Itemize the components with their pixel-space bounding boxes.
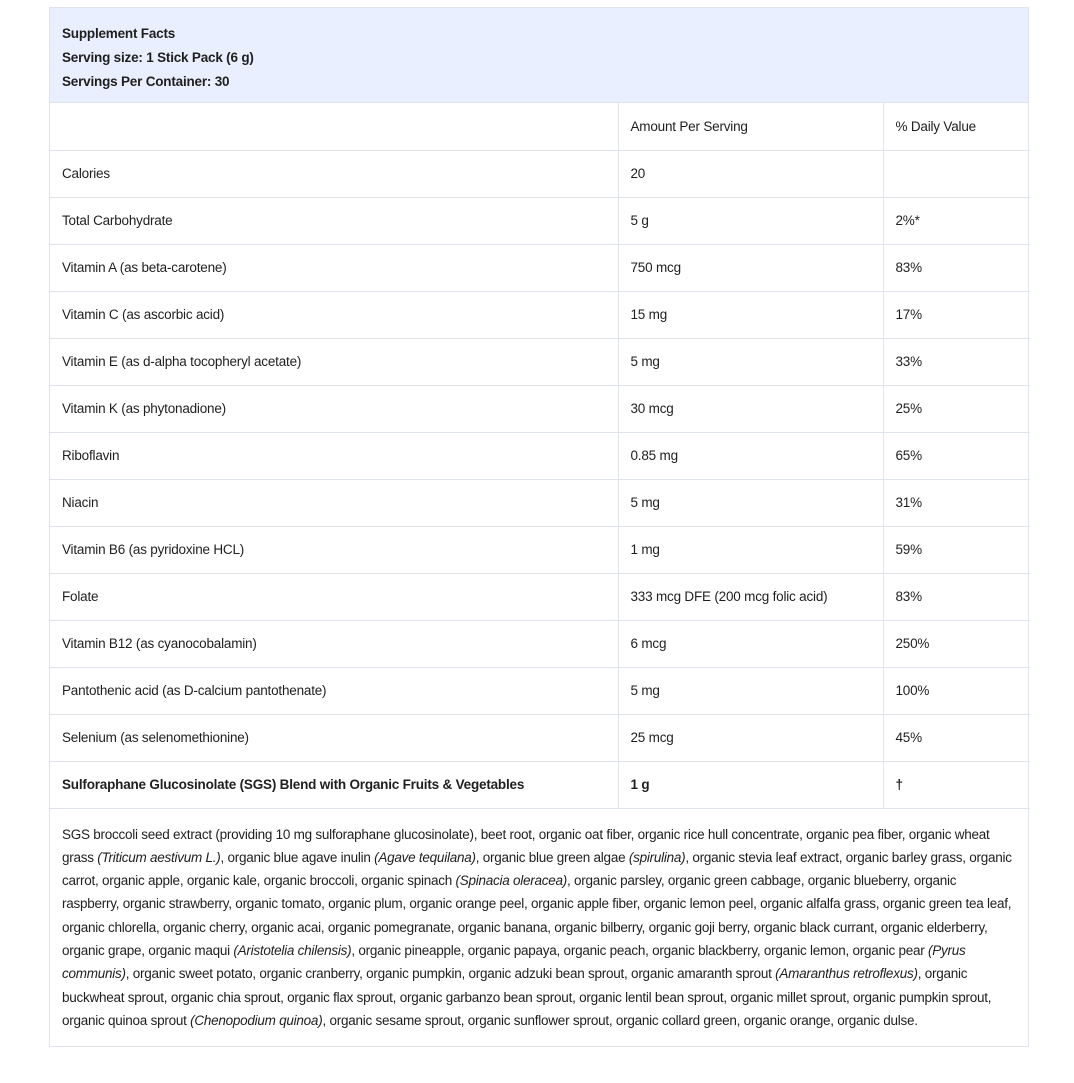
supplement-facts-panel <box>49 7 1029 1047</box>
nutrient-name: Niacin <box>50 479 618 526</box>
table-row <box>50 150 1030 197</box>
amount-per-serving: 1 g <box>618 761 883 808</box>
nutrient-name: Vitamin K (as phytonadione) <box>50 385 618 432</box>
daily-value: 83% <box>883 573 1030 620</box>
daily-value: 2%* <box>883 197 1030 244</box>
column-header-nutrient <box>50 103 618 150</box>
daily-value: 17% <box>883 291 1030 338</box>
ingredient-text: , organic buckwheat sprout, organic chia sprout, organic flax sprout, organic garbanzo bean sprout, organic lentil bean sprout, organic millet sprout, organic pumpkin sprout, organic quinoa sprout <box>62 966 992 1028</box>
table-row <box>50 667 1030 714</box>
nutrient-name: Sulforaphane Glucosinolate (SGS) Blend with Organic Fruits & Vegetables <box>50 761 618 808</box>
amount-per-serving: 6 mcg <box>618 620 883 667</box>
daily-value: 25% <box>883 385 1030 432</box>
daily-value: 65% <box>883 432 1030 479</box>
nutrient-name: Vitamin B6 (as pyridoxine HCL) <box>50 526 618 573</box>
table-row <box>50 432 1030 479</box>
amount-per-serving: 5 mg <box>618 479 883 526</box>
ingredient-latin-name: (Triticum aestivum L.) <box>97 849 221 865</box>
daily-value: 31% <box>883 479 1030 526</box>
amount-per-serving: 1 mg <box>618 526 883 573</box>
amount-per-serving: 5 mg <box>618 667 883 714</box>
blend-row <box>50 761 1030 808</box>
amount-per-serving: 20 <box>618 150 883 197</box>
nutrient-name: Riboflavin <box>50 432 618 479</box>
amount-per-serving: 25 mcg <box>618 714 883 761</box>
nutrient-table <box>50 103 1030 809</box>
ingredient-text: , organic sweet potato, organic cranberry, organic pumpkin, organic adzuki bean sprout, organic amaranth sprout <box>125 966 776 982</box>
table-row <box>50 573 1030 620</box>
table-row <box>50 714 1030 761</box>
amount-per-serving: 15 mg <box>618 291 883 338</box>
amount-per-serving: 333 mcg DFE (200 mcg folic acid) <box>618 573 883 620</box>
ingredient-text: , organic stevia leaf extract, organic barley grass, organic carrot, organic apple, organic kale, organic broccoli, organic spinach <box>62 849 1012 889</box>
table-header-row <box>50 103 1030 150</box>
nutrient-name: Pantothenic acid (as D-calcium pantothenate) <box>50 667 618 714</box>
table-row <box>50 385 1030 432</box>
daily-value: 250% <box>883 620 1030 667</box>
ingredient-text: , organic parsley, organic green cabbage, organic blueberry, organic raspberry, organic strawberry, organic tomato, organic plum, organic orange peel, organic apple fiber, organic lemon peel, organic alfalfa grass, organic green tea leaf, organic chlorella, organic cherry, organic acai, organic pomegranate, organic banana, organic bilberry, organic goji berry, organic black currant, organic elderberry, organic grape, organic maqui <box>62 873 1012 958</box>
ingredient-text: , organic sesame sprout, organic sunflower sprout, organic collard green, organic orange, organic dulse. <box>322 1012 918 1028</box>
ingredient-latin-name: (Pyrus communis) <box>62 942 966 982</box>
servings-per-container: Servings Per Container: 30 <box>62 74 230 89</box>
daily-value: 83% <box>883 244 1030 291</box>
daily-value: † <box>883 761 1030 808</box>
table-row <box>50 620 1030 667</box>
serving-size: Serving size: 1 Stick Pack (6 g) <box>62 50 254 65</box>
daily-value <box>883 150 1030 197</box>
table-row <box>50 291 1030 338</box>
amount-per-serving: 0.85 mg <box>618 432 883 479</box>
panel-title: Supplement Facts <box>62 26 176 41</box>
ingredient-latin-name: (Aristotelia chilensis) <box>233 942 352 958</box>
nutrient-name: Vitamin C (as ascorbic acid) <box>50 291 618 338</box>
ingredients-list <box>50 809 1028 1047</box>
daily-value: 33% <box>883 338 1030 385</box>
amount-per-serving: 5 mg <box>618 338 883 385</box>
table-row <box>50 479 1030 526</box>
column-header-amount: Amount Per Serving <box>618 103 883 150</box>
table-row <box>50 244 1030 291</box>
ingredient-text: , organic blue green algae <box>475 849 629 865</box>
nutrient-name: Vitamin A (as beta-carotene) <box>50 244 618 291</box>
nutrient-name: Folate <box>50 573 618 620</box>
nutrient-name: Vitamin B12 (as cyanocobalamin) <box>50 620 618 667</box>
ingredient-latin-name: (Chenopodium quinoa) <box>190 1012 323 1028</box>
nutrient-name: Vitamin E (as d-alpha tocopheryl acetate) <box>50 338 618 385</box>
ingredient-text: SGS broccoli seed extract (providing 10 mg sulforaphane glucosinolate), beet root, organic oat fiber, organic rice hull concentrate, organic pea fiber, organic wheat grass <box>62 826 990 865</box>
daily-value: 100% <box>883 667 1030 714</box>
table-row <box>50 197 1030 244</box>
ingredient-latin-name: (spirulina) <box>628 849 686 865</box>
ingredient-text: , organic pineapple, organic papaya, organic peach, organic blackberry, organic lemon, organic pear <box>351 942 929 958</box>
nutrient-name: Total Carbohydrate <box>50 197 618 244</box>
ingredient-text: , organic blue agave inulin <box>220 849 375 865</box>
daily-value: 59% <box>883 526 1030 573</box>
supplement-facts-header <box>50 8 1028 103</box>
ingredient-latin-name: (Amaranthus retroflexus) <box>775 966 918 982</box>
table-row <box>50 338 1030 385</box>
ingredient-latin-name: (Agave tequilana) <box>374 849 476 865</box>
ingredient-latin-name: (Spinacia oleracea) <box>455 873 568 889</box>
nutrient-name: Selenium (as selenomethionine) <box>50 714 618 761</box>
column-header-daily-value: % Daily Value <box>883 103 1030 150</box>
amount-per-serving: 30 mcg <box>618 385 883 432</box>
daily-value: 45% <box>883 714 1030 761</box>
amount-per-serving: 750 mcg <box>618 244 883 291</box>
nutrient-name: Calories <box>50 150 618 197</box>
amount-per-serving: 5 g <box>618 197 883 244</box>
table-row <box>50 526 1030 573</box>
